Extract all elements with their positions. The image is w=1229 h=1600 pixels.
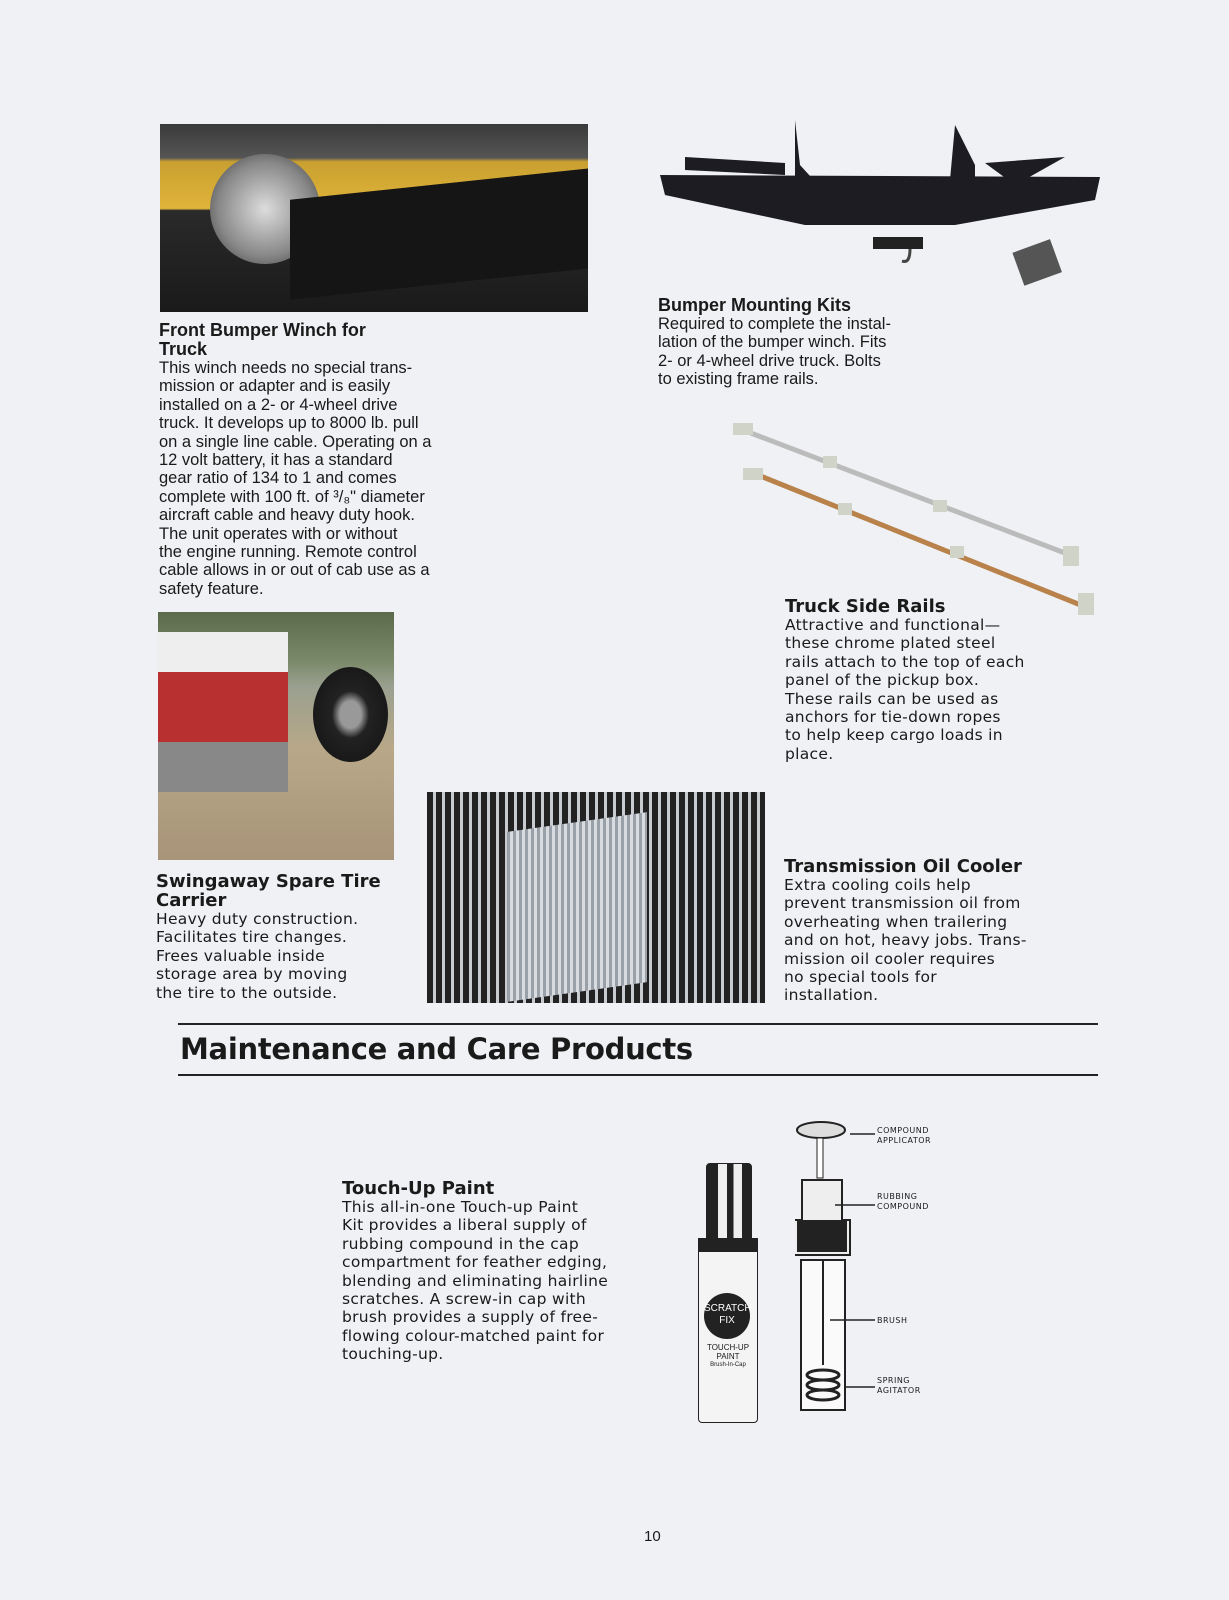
bottle-label: TOUCH-UP PAINT — [706, 1343, 750, 1361]
product-title: Transmission Oil Cooler — [784, 856, 1022, 877]
product-title: Truck Side Rails — [785, 596, 946, 617]
divider — [178, 1074, 1098, 1076]
product-description: This winch needs no special trans- mission or adapter and is easily installed on a 2- or 4-wheel drive truck. It develops up to 8000 lb. pull on a single line cable. Operating on a 12 volt battery, it has a standard gear ratio of 134 to 1 and comes complete with 100 ft. of ³/₈" diameter aircraft cable and heavy duty hook. The unit operates with or without the engine running. Remote control cable allows in or out of cab use as a safety feature. — [159, 359, 432, 598]
diagram-label: BRUSH — [877, 1316, 908, 1325]
product-description: Extra cooling coils help prevent transmission oil from overheating when trailering and on hot, heavy jobs. Trans- mission oil cooler requires no special tools for installation. — [784, 876, 1027, 1005]
exploded-diagram — [795, 1120, 875, 1415]
page-number: 10 — [644, 1528, 661, 1545]
diagram-label: SPRING AGITATOR — [877, 1376, 921, 1395]
divider — [178, 1023, 1098, 1025]
paint-bottle-illustration — [698, 1163, 758, 1410]
product-description: Attractive and functional— these chrome plated steel rails attach to the top of each panel of the pickup box. These rails can be used as anchors for tie-down ropes to help keep cargo loads in place. — [785, 616, 1025, 763]
product-title: Touch-Up Paint — [342, 1178, 495, 1199]
tire-carrier-photo — [158, 612, 394, 860]
product-description: Heavy duty construction. Facilitates tire changes. Frees valuable inside storage area by moving the tire to the outside. — [156, 910, 359, 1002]
product-description: This all-in-one Touch-up Paint Kit provides a liberal supply of rubbing compound in the cap compartment for feather edging, blending and eliminating hairline scratches. A screw-in cap with brush provides a supply of free- flowing colour-matched paint for touching-up. — [342, 1198, 609, 1364]
diagram-label: COMPOUND APPLICATOR — [877, 1126, 932, 1145]
bumper-kit-illustration — [655, 115, 1110, 295]
product-title: Swingaway Spare Tire Carrier — [156, 871, 381, 911]
diagram-label: RUBBING COMPOUND — [877, 1192, 929, 1211]
bottle-brand-logo: SCRATCH FIX — [704, 1293, 750, 1339]
winch-photo — [160, 124, 588, 312]
product-description: Required to complete the instal- lation of the bumper winch. Fits 2- or 4-wheel drive truck. Bolts to existing frame rails. — [658, 315, 891, 389]
product-title: Bumper Mounting Kits — [658, 295, 851, 315]
product-title: Front Bumper Winch for Truck — [159, 320, 366, 359]
side-rails-illustration — [728, 418, 1108, 623]
section-heading: Maintenance and Care Products — [180, 1032, 693, 1066]
bottle-sublabel: Brush-In-Cap — [710, 1362, 746, 1368]
oil-cooler-photo — [427, 792, 765, 1003]
